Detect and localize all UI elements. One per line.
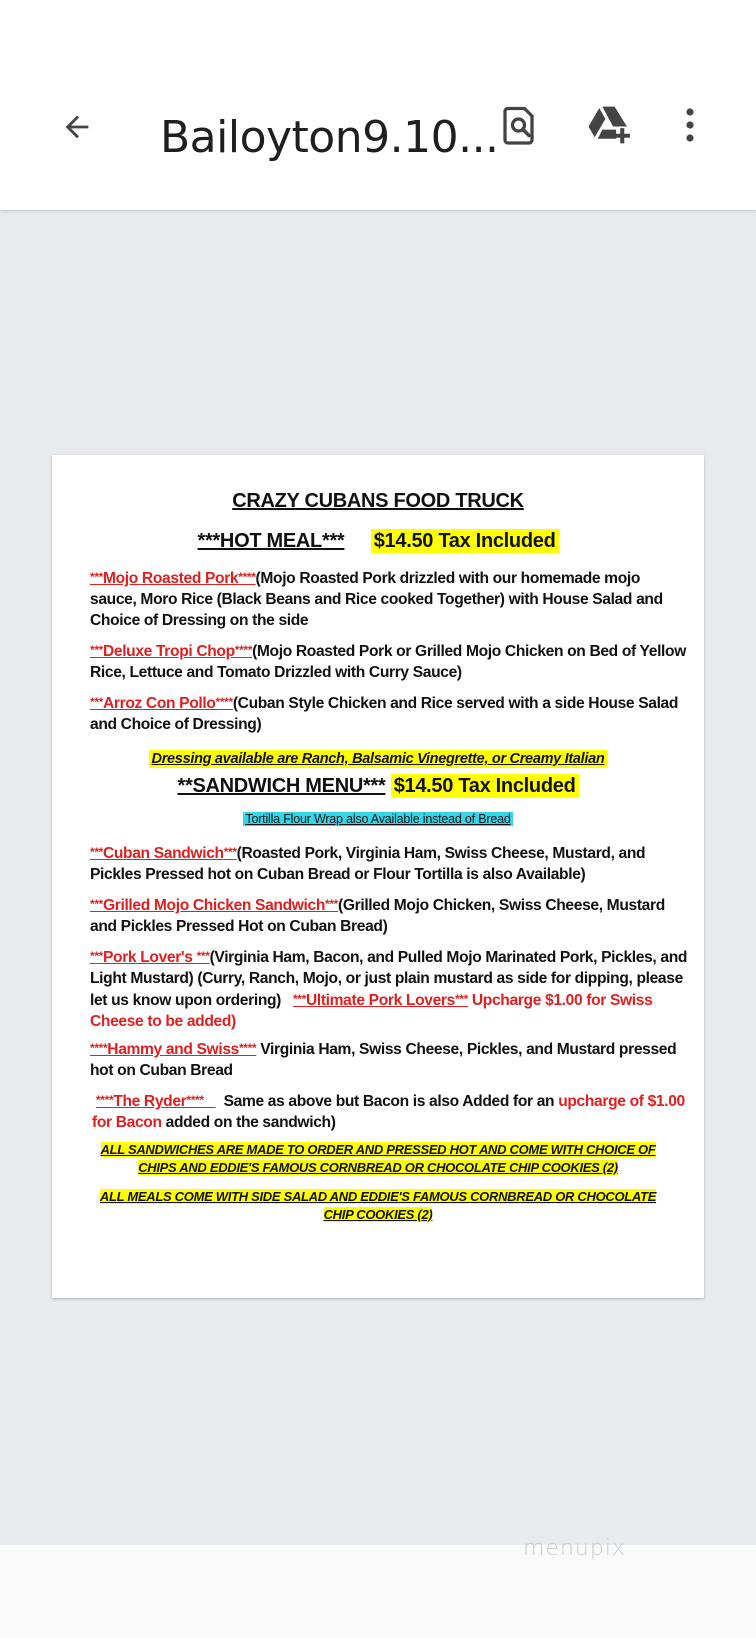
item-desc-end: added on the sandwich): [161, 1114, 336, 1131]
hot-meal-heading: [52, 530, 704, 553]
item-name: Mojo Roasted Pork: [102, 570, 239, 587]
menu-item: ****Hammy and Swiss**** Virginia Ham, Swiss Cheese, Pickles, and Mustard pressed hot on Cuban Bread: [90, 1041, 677, 1079]
hot-meal-label: ***HOT MEAL***: [197, 530, 345, 552]
add-to-drive-icon: [587, 105, 633, 145]
find-in-page-button[interactable]: [495, 100, 545, 150]
document-title: Bailoyton9.10...: [160, 112, 499, 163]
item-name: Grilled Mojo Chicken Sandwich: [102, 897, 326, 914]
menu-item: ***Mojo Roasted Pork****(Mojo Roasted Pork drizzled with our homemade mojo sauce, Moro Rice (Black Beans and Rice cooked Together) with House Salad and Choice of Dressing on the side: [90, 570, 663, 629]
top-app-bar: [0, 0, 756, 210]
watermark: menupix: [523, 1536, 626, 1561]
menu-item: ***Grilled Mojo Chicken Sandwich***(Grilled Mojo Chicken, Swiss Cheese, Mustard and Pickles Pressed Hot on Cuban Bread): [90, 897, 665, 935]
item-desc: Virginia Ham, Swiss Cheese, Pickles, and Mustard pressed hot on Cuban Bread: [90, 1041, 677, 1079]
sandwich-footer-note: ALL SANDWICHES ARE MADE TO ORDER AND PRESSED HOT AND COME WITH CHOICE OF CHIPS AND EDDIE'S FAMOUS CORNBREAD OR CHOCOLATE CHIP COOKIES (2): [100, 1142, 656, 1175]
item-name: Hammy and Swiss: [107, 1041, 239, 1058]
sandwich-label: **SANDWICH MENU***: [177, 775, 386, 797]
menu-item: ****The Ryder**** Same as above but Bacon is also Added for an upcharge of $1.00 for Bacon added on the sandwich): [92, 1093, 685, 1131]
bottom-area: [0, 1545, 756, 1638]
menu-title: CRAZY CUBANS FOOD TRUCK: [232, 490, 524, 512]
more-vert-icon: [684, 107, 696, 143]
find-in-page-icon: [502, 105, 538, 145]
item-desc: (Mojo Roasted Pork or Grilled Mojo Chicken on Bed of Yellow Rice, Lettuce and Tomato Drizzled with Curry Sauce): [90, 643, 686, 681]
add-to-drive-button[interactable]: [585, 100, 635, 150]
item-upcharge: upcharge of $1.00 for Bacon: [92, 1093, 685, 1131]
sandwich-price: $14.50 Tax Included: [391, 774, 579, 798]
menu-item: ***Arroz Con Pollo****(Cuban Style Chicken and Rice served with a side House Salad and Choice of Dressing): [90, 695, 679, 733]
item-desc: (Grilled Mojo Chicken, Swiss Cheese, Mustard and Pickles Pressed Hot on Cuban Bread): [90, 897, 665, 935]
item-desc: (Virginia Ham, Bacon, and Pulled Mojo Marinated Pork, Pickles, and Light Mustard) (Curry, Ranch, Mojo, or just plain mustard as side for dipping, please let us know upon ordering): [90, 949, 688, 1009]
item-desc: (Mojo Roasted Pork drizzled with our homemade mojo sauce, Moro Rice (Black Beans and Rice cooked Together) with House Salad and Choice of Dressing on the side: [90, 570, 663, 629]
back-button[interactable]: [52, 102, 102, 152]
dressing-note: Dressing available are Ranch, Balsamic Vinegrette, or Creamy Italian: [52, 751, 704, 767]
sandwich-heading: [52, 775, 704, 798]
more-options-button[interactable]: [670, 100, 710, 150]
item-desc: (Cuban Style Chicken and Rice served with a side House Salad and Choice of Dressing): [90, 695, 679, 733]
arrow-left-icon: [60, 110, 94, 144]
document-page: [52, 455, 704, 1298]
item-name: The Ryder: [113, 1093, 187, 1110]
item-desc: Same as above but Bacon is also Added for an: [223, 1093, 559, 1110]
meal-footer-note: ALL MEALS COME WITH SIDE SALAD AND EDDIE'S FAMOUS CORNBREAD OR CHOCOLATE CHIP COOKIES (2): [99, 1189, 657, 1222]
item-name: Cuban Sandwich: [102, 845, 224, 862]
item-extra-name: Ultimate Pork Lovers: [305, 992, 455, 1009]
menu-item: ***Pork Lover's ***(Virginia Ham, Bacon, and Pulled Mojo Marinated Pork, Pickles, and Light Mustard) (Curry, Ranch, Mojo, or just plain mustard as side for dipping, please let us know upon ordering) ***Ultimate Pork Lovers*** Upcharge $1.00 for Swiss Cheese to be added): [90, 949, 688, 1030]
hot-meal-price: $14.50 Tax Included: [371, 529, 559, 553]
item-extra-desc: Upcharge $1.00 for Swiss Cheese to be added): [90, 992, 653, 1030]
item-name: Deluxe Tropi Chop: [102, 643, 235, 660]
item-name: Pork Lover's: [102, 949, 197, 966]
menu-item: ***Cuban Sandwich***(Roasted Pork, Virginia Ham, Swiss Cheese, Mustard, and Pickles Pressed hot on Cuban Bread or Flour Tortilla is also Available): [90, 845, 646, 883]
item-name: Arroz Con Pollo: [102, 695, 216, 712]
wrap-note: Tortilla Flour Wrap also Available instead of Bread: [245, 812, 511, 826]
item-desc: (Roasted Pork, Virginia Ham, Swiss Cheese, Mustard, and Pickles Pressed hot on Cuban Bread or Flour Tortilla is also Available): [90, 845, 646, 883]
menu-item: ***Deluxe Tropi Chop****(Mojo Roasted Pork or Grilled Mojo Chicken on Bed of Yellow Rice, Lettuce and Tomato Drizzled with Curry Sauce): [90, 643, 686, 681]
